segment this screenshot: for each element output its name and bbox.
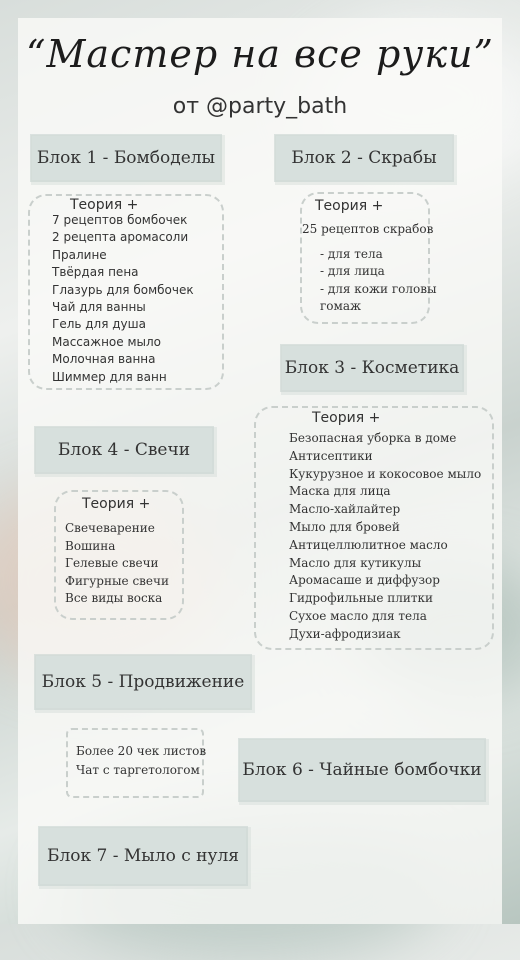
list-item: Шиммер для ванн bbox=[52, 369, 167, 384]
block-1-list bbox=[52, 212, 194, 386]
page-title: “Мастер на все руки” bbox=[26, 32, 494, 76]
list-item: Чат с таргетологом bbox=[76, 763, 200, 777]
block-2-list bbox=[320, 246, 437, 316]
list-item: Чай для ванны bbox=[52, 300, 146, 315]
block-1-section-title: Теория + bbox=[70, 197, 139, 213]
list-item: - для лица bbox=[320, 264, 385, 279]
list-item: Более 20 чек листов bbox=[76, 744, 207, 758]
list-item: Пралине bbox=[52, 247, 107, 262]
block-4-section-title: Теория + bbox=[82, 496, 151, 512]
list-item: 25 рецептов скрабов bbox=[302, 222, 434, 236]
block-2-intro bbox=[302, 222, 433, 236]
block-2-label: Блок 2 - Скрабы bbox=[276, 136, 452, 180]
list-item: Масло для кутикулы bbox=[289, 555, 422, 570]
list-item: Духи-афродизиак bbox=[289, 626, 401, 641]
block-1-label: Блок 1 - Бомбоделы bbox=[32, 136, 220, 180]
page-subtitle: от @party_bath bbox=[172, 94, 348, 119]
block-2-section-title: Теория + bbox=[315, 198, 384, 214]
block-3-list bbox=[289, 430, 481, 644]
list-item: Маска для лица bbox=[289, 484, 391, 499]
list-item: гомаж bbox=[320, 299, 362, 314]
list-item: Все виды воска bbox=[65, 591, 163, 606]
list-item: - для кожи головы bbox=[320, 281, 437, 296]
list-item: Массажное мыло bbox=[52, 334, 161, 349]
list-item: - для тела bbox=[320, 247, 383, 261]
list-item: Аромасаше и диффузор bbox=[289, 573, 440, 588]
block-6-label: Блок 6 - Чайные бомбочки bbox=[240, 740, 484, 800]
list-item: Твёрдая пена bbox=[52, 265, 139, 280]
list-item: 2 рецепта аромасоли bbox=[52, 230, 189, 245]
block-5-label: Блок 5 - Продвижение bbox=[36, 656, 250, 708]
block-5-list bbox=[76, 742, 206, 780]
list-item: Гелевые свечи bbox=[65, 556, 159, 571]
block-3-section-title: Теория + bbox=[312, 410, 381, 426]
list-item: Мыло для бровей bbox=[289, 519, 400, 534]
list-item: Кукурузное и кокосовое мыло bbox=[289, 466, 482, 481]
list-item: Сухое масло для тела bbox=[289, 608, 427, 623]
list-item: Фигурные свечи bbox=[65, 573, 169, 588]
list-item: Гель для душа bbox=[52, 317, 146, 332]
block-4-list bbox=[65, 520, 169, 608]
block-4-label: Блок 4 - Свечи bbox=[36, 428, 212, 472]
list-item: Свечеварение bbox=[65, 521, 155, 535]
list-item: Антицеллюлитное масло bbox=[289, 537, 448, 552]
list-item: Антисептики bbox=[289, 448, 373, 463]
block-7-label: Блок 7 - Мыло с нуля bbox=[40, 828, 246, 884]
block-3-label: Блок 3 - Косметика bbox=[282, 346, 462, 390]
list-item: Безопасная уборка в доме bbox=[289, 431, 457, 445]
list-item: Масло-хайлайтер bbox=[289, 502, 401, 517]
list-item: 7 рецептов бомбочек bbox=[52, 213, 188, 227]
list-item: Глазурь для бомбочек bbox=[52, 282, 194, 297]
list-item: Вошина bbox=[65, 538, 116, 553]
list-item: Гидрофильные плитки bbox=[289, 591, 434, 606]
list-item: Молочная ванна bbox=[52, 352, 156, 367]
